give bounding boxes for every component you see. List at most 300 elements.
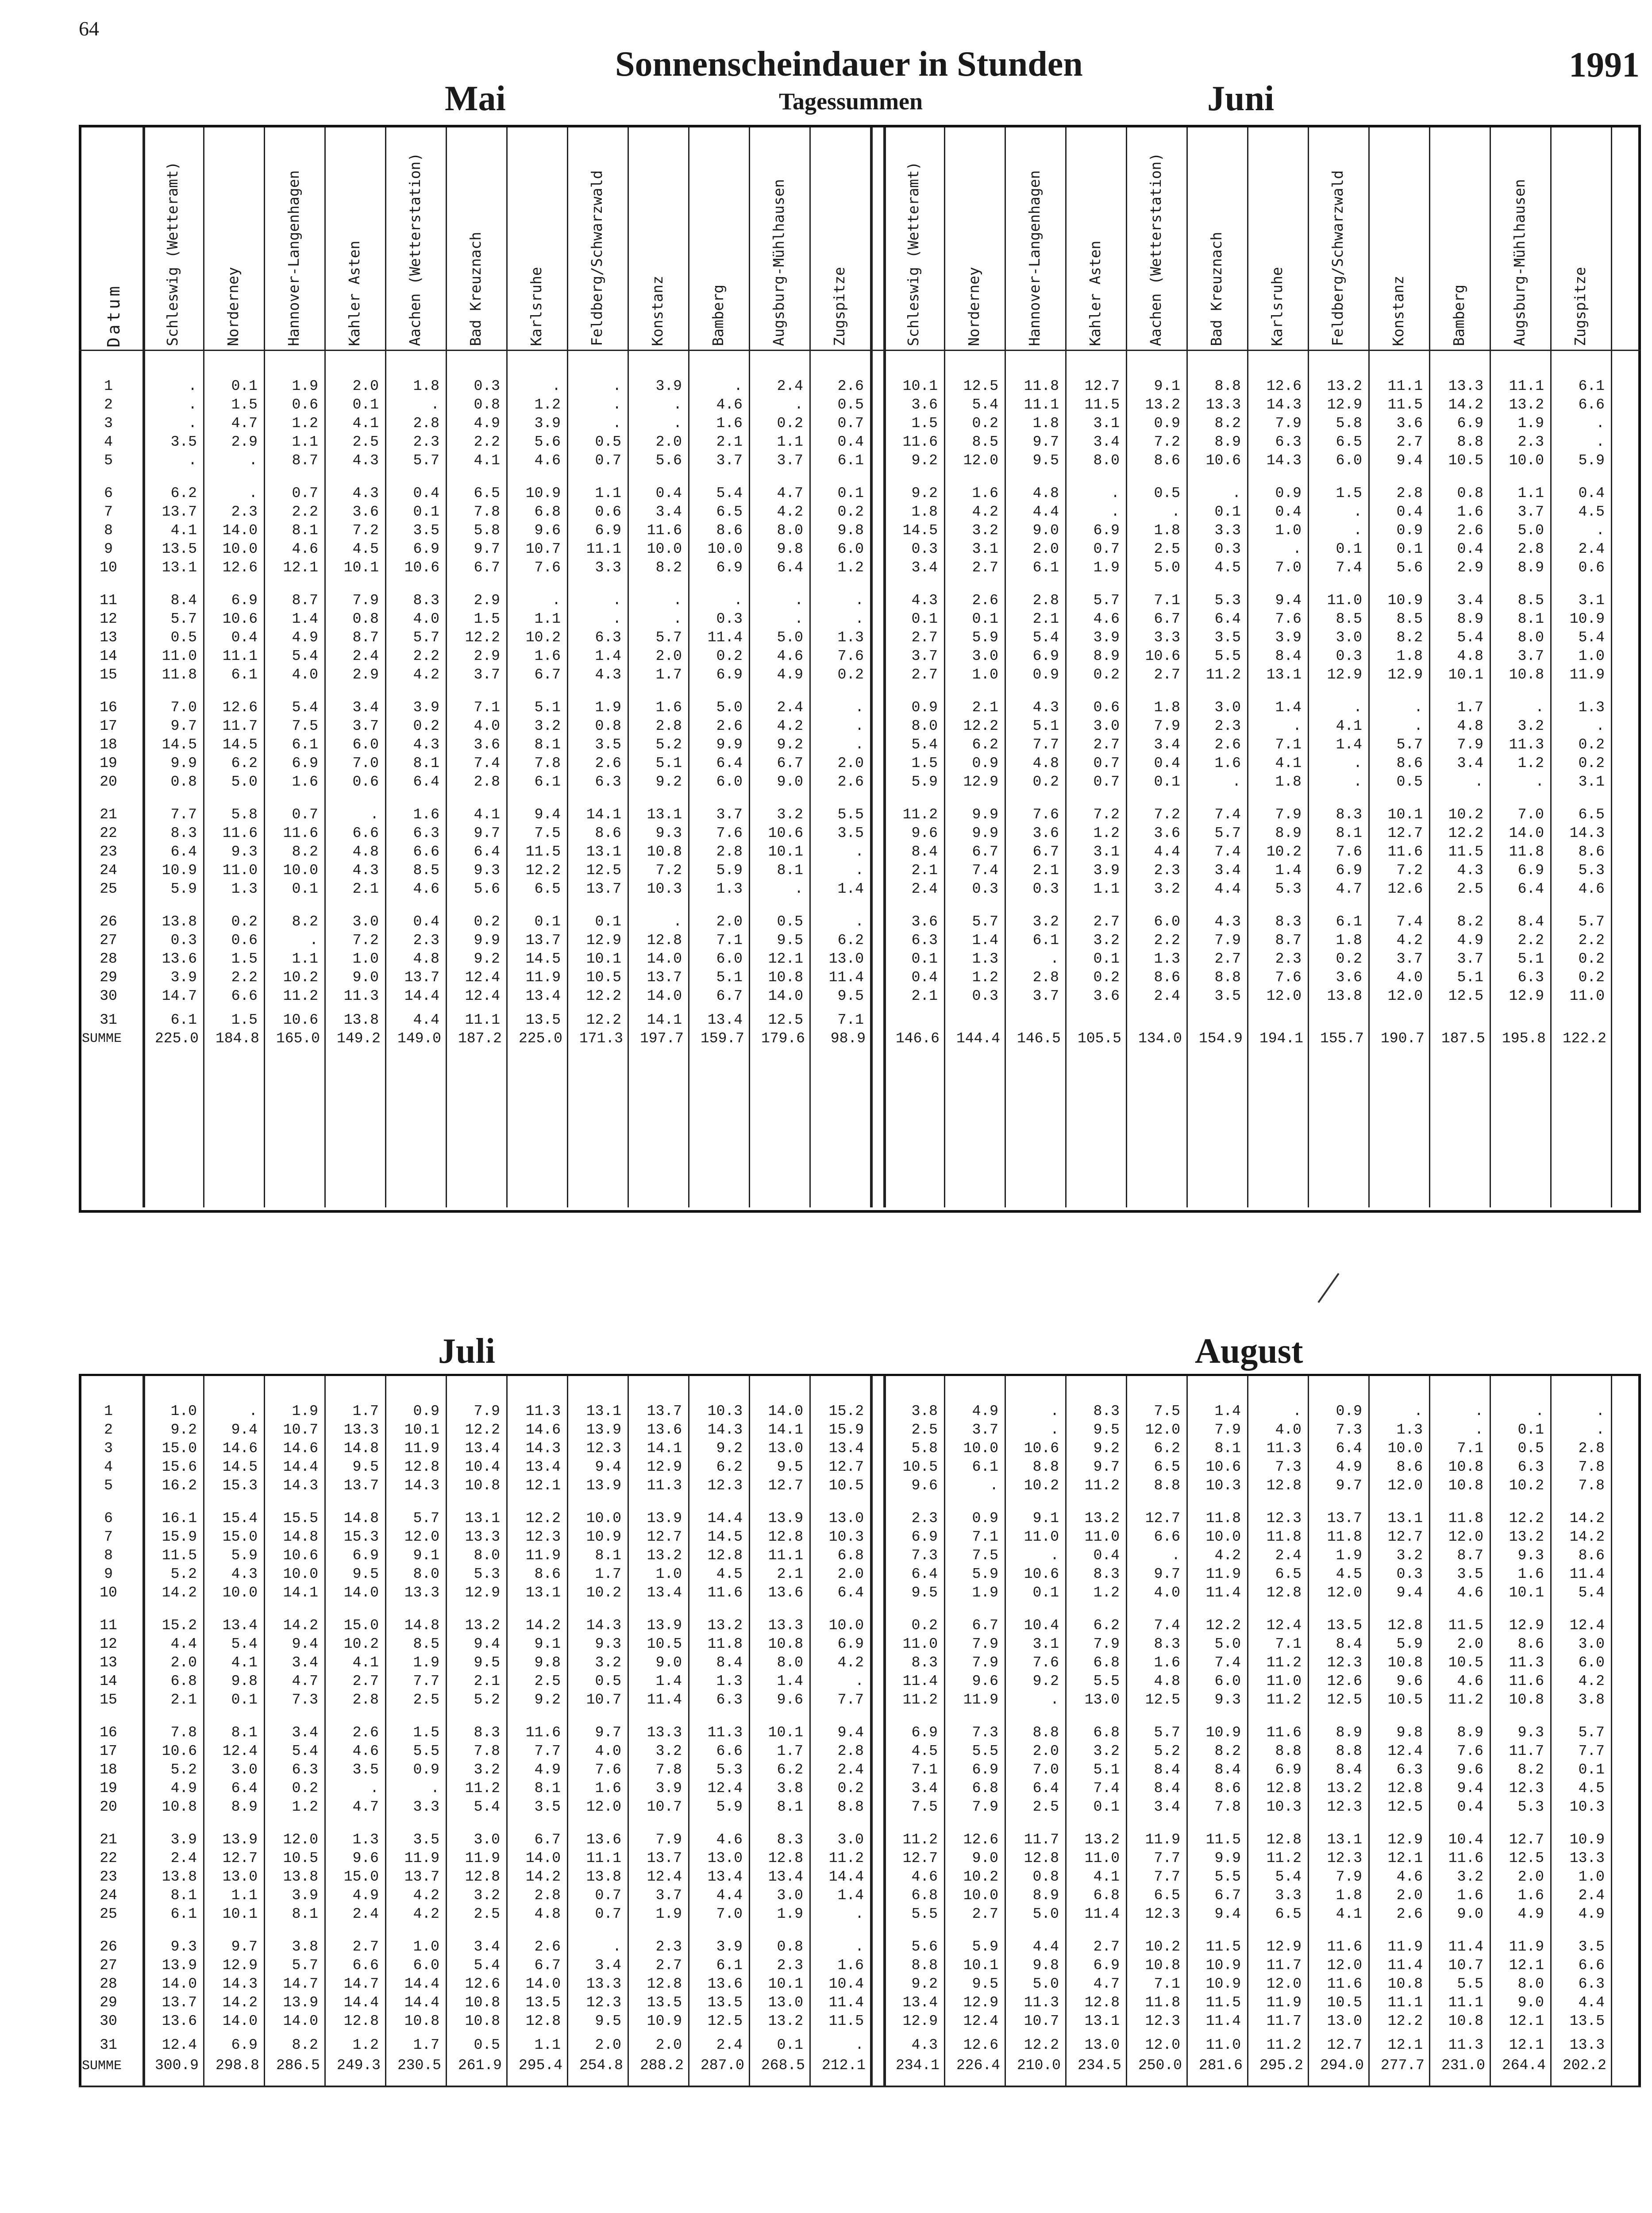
table-cell: 10.9 xyxy=(647,2013,682,2029)
table-cell: 12.9 xyxy=(1327,667,1362,683)
table-cell: 0.4 xyxy=(231,629,258,646)
day-number: 24 xyxy=(100,862,117,879)
table-cell: 14.2 xyxy=(1448,397,1483,413)
table-cell: 2.1 xyxy=(911,988,938,1004)
table-cell: 4.7 xyxy=(352,1799,379,1815)
table-cell: 14.0 xyxy=(525,1850,561,1866)
table-cell: 16.2 xyxy=(162,1477,197,1494)
table-cell: 15.9 xyxy=(162,1529,197,1545)
station-header: Norderney xyxy=(965,267,982,346)
table-cell: 6.1 xyxy=(972,1459,998,1475)
table-cell: 4.2 xyxy=(972,504,998,520)
table-cell: 12.6 xyxy=(1327,1673,1362,1689)
table-cell: 3.2 xyxy=(474,1762,500,1778)
table-cell: 9.7 xyxy=(1093,1459,1120,1475)
station-header: Augsburg-Mühlhausen xyxy=(770,179,787,346)
table-cell: 10.0 xyxy=(283,862,318,879)
table-cell: 8.6 xyxy=(1517,1636,1544,1652)
table-cell: 8.3 xyxy=(777,1831,803,1848)
table-cell: 0.1 xyxy=(231,1692,258,1708)
table-cell: 2.8 xyxy=(534,1887,561,1904)
table-cell: 8.6 xyxy=(1396,1459,1423,1475)
table-cell: 9.2 xyxy=(911,485,938,501)
table-cell: 4.3 xyxy=(352,862,379,879)
day-number: 18 xyxy=(100,736,117,753)
day-number: 31 xyxy=(100,2037,117,2053)
table-cell: 6.3 xyxy=(1517,1459,1544,1475)
table-cell: 9.5 xyxy=(1093,1422,1120,1438)
day-number: 24 xyxy=(100,1887,117,1904)
table-cell: 12.4 xyxy=(1387,1743,1423,1759)
table-cell: 14.7 xyxy=(162,988,197,1004)
table-cell: 11.8 xyxy=(1448,1510,1483,1527)
table-cell: 7.9 xyxy=(1275,806,1302,823)
table-cell: 12.9 xyxy=(1509,1617,1544,1634)
table-cell: . xyxy=(188,452,197,469)
table-cell: 14.6 xyxy=(222,1440,258,1457)
table-sum: 295.2 xyxy=(1259,2057,1303,2074)
table-cell: 7.9 xyxy=(1336,1869,1362,1885)
table-cell: 4.6 xyxy=(716,1831,743,1848)
table-cell: 5.0 xyxy=(1214,1636,1241,1652)
table-cell: 7.1 xyxy=(1275,736,1302,753)
table-cell: 7.6 xyxy=(1275,969,1302,986)
datum-header: Datum xyxy=(104,283,123,347)
table-cell: . xyxy=(1596,1403,1605,1419)
table-cell: 2.7 xyxy=(1093,1939,1120,1955)
table-cell: 8.4 xyxy=(1214,1762,1241,1778)
table-cell: 11.1 xyxy=(1024,397,1059,413)
table-cell: 6.8 xyxy=(1093,1887,1120,1904)
table-cell: 7.9 xyxy=(972,1654,998,1671)
table-cell: 2.8 xyxy=(352,1692,379,1708)
table-cell: 5.3 xyxy=(1275,881,1302,897)
table-cell: 3.6 xyxy=(1093,988,1120,1004)
table-cell: 3.2 xyxy=(655,1743,682,1759)
table-cell: 7.9 xyxy=(1214,1422,1241,1438)
table-cell: 5.6 xyxy=(534,434,561,450)
table-cell: 0.8 xyxy=(474,397,500,413)
table-cell: 1.3 xyxy=(352,1831,379,1848)
table-cell: . xyxy=(1475,1422,1483,1438)
table-cell: 10.5 xyxy=(902,1459,938,1475)
table-cell: 8.1 xyxy=(1214,1440,1241,1457)
table-cell: 9.5 xyxy=(352,1566,379,1582)
table-cell: 11.6 xyxy=(647,522,682,539)
table-cell: 6.6 xyxy=(413,844,439,860)
table-cell: 13.2 xyxy=(1084,1831,1120,1848)
table-cell: 6.4 xyxy=(474,844,500,860)
table-cell: 1.7 xyxy=(777,1743,803,1759)
table-cell: 0.2 xyxy=(837,667,864,683)
table-cell: . xyxy=(855,1673,864,1689)
table-cell: 14.4 xyxy=(283,1459,318,1475)
table-cell: 4.6 xyxy=(292,541,318,557)
table-cell: 3.1 xyxy=(972,541,998,557)
table-cell: 13.7 xyxy=(647,1403,682,1419)
table-cell: 8.8 xyxy=(1457,434,1483,450)
table-cell: 2.4 xyxy=(1154,988,1180,1004)
table-cell: 1.2 xyxy=(1517,755,1544,771)
table-sum: 171.3 xyxy=(579,1030,623,1047)
table-cell: 4.3 xyxy=(911,592,938,609)
table-cell: 12.8 xyxy=(707,1547,743,1564)
table-cell: 13.0 xyxy=(768,1440,803,1457)
table-cell: 1.6 xyxy=(1457,504,1483,520)
day-number: 27 xyxy=(100,1957,117,1974)
table-cell: 11.5 xyxy=(162,1547,197,1564)
table-sum: 212.1 xyxy=(821,2057,866,2074)
table-cell: . xyxy=(431,397,439,413)
table-cell: 11.9 xyxy=(525,1547,561,1564)
table-cell: 7.5 xyxy=(911,1799,938,1815)
table-cell: 12.2 xyxy=(586,1012,621,1028)
table-cell: 9.3 xyxy=(1517,1724,1544,1741)
table-cell: 1.1 xyxy=(595,485,621,501)
table-cell: 12.6 xyxy=(963,1831,998,1848)
table-cell: 12.3 xyxy=(586,1994,621,2011)
table-cell: 10.1 xyxy=(902,378,938,394)
table-cell: 14.5 xyxy=(222,1459,258,1475)
table-cell: 8.5 xyxy=(1396,611,1423,627)
table-cell: 0.2 xyxy=(231,914,258,930)
table-cell: . xyxy=(1475,1403,1483,1419)
day-number: 2 xyxy=(104,397,113,413)
table-cell: 13.1 xyxy=(1084,2013,1120,2029)
table-cell: 9.2 xyxy=(1093,1440,1120,1457)
table-cell: 5.4 xyxy=(1032,629,1059,646)
table-cell: 6.9 xyxy=(716,559,743,576)
table-cell: 6.1 xyxy=(170,1012,197,1028)
table-cell: 8.6 xyxy=(595,825,621,841)
table-cell: 7.0 xyxy=(1517,806,1544,823)
table-cell: . xyxy=(612,397,621,413)
table-cell: 5.7 xyxy=(413,452,439,469)
table-cell: . xyxy=(612,611,621,627)
table-cell: 0.3 xyxy=(911,541,938,557)
table-cell: 2.1 xyxy=(911,862,938,879)
table-cell: 2.7 xyxy=(352,1673,379,1689)
table-cell: 1.2 xyxy=(292,415,318,432)
table-cell: 9.8 xyxy=(1396,1724,1423,1741)
table-cell: 0.7 xyxy=(595,1887,621,1904)
table-cell: 5.0 xyxy=(777,629,803,646)
table-cell: 8.8 xyxy=(1214,969,1241,986)
table-cell: 5.9 xyxy=(231,1547,258,1564)
table-cell: 13.1 xyxy=(1387,1510,1423,1527)
table-cell: 4.1 xyxy=(474,806,500,823)
day-number: 25 xyxy=(100,881,117,897)
table-cell: 5.2 xyxy=(170,1762,197,1778)
table-cell: 3.2 xyxy=(1093,932,1120,948)
table-cell: 0.1 xyxy=(1396,541,1423,557)
table-cell: 2.0 xyxy=(716,914,743,930)
table-cell: 2.7 xyxy=(1093,914,1120,930)
table-cell: 9.7 xyxy=(1032,434,1059,450)
table-cell: . xyxy=(855,862,864,879)
table-cell: 2.4 xyxy=(837,1762,864,1778)
table-cell: 13.5 xyxy=(162,541,197,557)
table-cell: 12.0 xyxy=(283,1831,318,1848)
table-cell: 1.7 xyxy=(595,1566,621,1582)
station-header: Schleswig (Wetteramt) xyxy=(905,161,922,346)
day-number: 31 xyxy=(100,1012,117,1028)
table-cell: 13.9 xyxy=(647,1617,682,1634)
table-cell: 8.0 xyxy=(413,1566,439,1582)
table-cell: 13.1 xyxy=(1266,667,1302,683)
table-cell: 13.7 xyxy=(343,1477,379,1494)
table-cell: 2.6 xyxy=(1396,1906,1423,1922)
table-cell: 3.6 xyxy=(352,504,379,520)
table-cell: 7.4 xyxy=(1093,1780,1120,1797)
table-cell: 2.5 xyxy=(352,434,379,450)
table-cell: 13.4 xyxy=(647,1585,682,1601)
table-cell: 12.9 xyxy=(1266,1939,1302,1955)
table-cell: 10.7 xyxy=(1448,1957,1483,1974)
table-cell: 13.3 xyxy=(465,1529,500,1545)
table-cell: 9.8 xyxy=(837,522,864,539)
table-cell: 10.2 xyxy=(343,1636,379,1652)
table-cell: 10.9 xyxy=(1569,611,1605,627)
table-cell: 7.7 xyxy=(1578,1743,1605,1759)
table-cell: 3.4 xyxy=(1154,736,1180,753)
table-cell: 10.7 xyxy=(586,1692,621,1708)
table-cell: 2.9 xyxy=(231,434,258,450)
table-cell: 8.3 xyxy=(1093,1403,1120,1419)
table-cell: 5.1 xyxy=(1032,718,1059,734)
table-cell: 5.7 xyxy=(1154,1724,1180,1741)
table-cell: 12.8 xyxy=(768,1529,803,1545)
table-cell: 6.9 xyxy=(1093,522,1120,539)
table-cell: 13.3 xyxy=(586,1976,621,1992)
table-cell: 0.3 xyxy=(1214,541,1241,557)
table-cell: 10.0 xyxy=(222,541,258,557)
table-cell: 12.9 xyxy=(963,1994,998,2011)
table-cell: 14.0 xyxy=(343,1585,379,1601)
table-cell: 1.0 xyxy=(1578,648,1605,664)
table-cell: 13.3 xyxy=(768,1617,803,1634)
table-cell: 1.5 xyxy=(231,1012,258,1028)
table-cell: 3.8 xyxy=(292,1939,318,1955)
table-cell: 14.3 xyxy=(222,1976,258,1992)
table-cell: 0.8 xyxy=(1032,1869,1059,1885)
table-cell: 6.8 xyxy=(1093,1724,1120,1741)
table-cell: 1.3 xyxy=(1396,1422,1423,1438)
table-cell: 8.4 xyxy=(911,844,938,860)
table-cell: 9.4 xyxy=(1275,592,1302,609)
table-cell: 4.5 xyxy=(1214,559,1241,576)
table-cell: 12.1 xyxy=(525,1477,561,1494)
table-cell: 2.0 xyxy=(837,1566,864,1582)
table-cell: 7.9 xyxy=(972,1799,998,1815)
table-cell: 12.2 xyxy=(1205,1617,1241,1634)
table-cell: 2.5 xyxy=(534,1673,561,1689)
table-cell: 15.4 xyxy=(222,1510,258,1527)
table-cell: 13.6 xyxy=(162,2013,197,2029)
table-sum: 231.0 xyxy=(1441,2057,1485,2074)
table-cell: 1.1 xyxy=(1093,881,1120,897)
table-cell: 9.8 xyxy=(231,1673,258,1689)
table-cell: 4.8 xyxy=(1032,755,1059,771)
table-cell: 7.9 xyxy=(655,1831,682,1848)
table-cell: 14.4 xyxy=(404,1976,439,1992)
table-cell: 0.3 xyxy=(474,378,500,394)
table-cell: 7.5 xyxy=(972,1547,998,1564)
station-header: Bad Kreuznach xyxy=(1208,231,1225,346)
table-cell: 1.3 xyxy=(1578,699,1605,716)
table-sum: 202.2 xyxy=(1562,2057,1606,2074)
month-august: August xyxy=(1195,1332,1303,1371)
table-cell: 1.2 xyxy=(352,2037,379,2053)
table-cell: 7.0 xyxy=(1032,1762,1059,1778)
day-number: 21 xyxy=(100,1831,117,1848)
table-cell: 9.0 xyxy=(1517,1994,1544,2011)
table-cell: 5.4 xyxy=(1578,629,1605,646)
table-cell: 9.8 xyxy=(1032,1957,1059,1974)
table-cell: . xyxy=(552,378,561,394)
table-cell: 10.0 xyxy=(586,1510,621,1527)
table-cell: 0.7 xyxy=(292,806,318,823)
table-cell: 0.2 xyxy=(1578,755,1605,771)
table-cell: 11.5 xyxy=(1205,1831,1241,1848)
table-cell: 0.9 xyxy=(413,1762,439,1778)
table-cell: 1.2 xyxy=(1093,825,1120,841)
table-cell: 1.3 xyxy=(972,951,998,967)
table-cell: 11.9 xyxy=(963,1692,998,1708)
table-cell: 15.9 xyxy=(828,1422,864,1438)
table-cell: 3.0 xyxy=(1578,1636,1605,1652)
table-cell: 14.4 xyxy=(828,1869,864,1885)
table-cell: 7.3 xyxy=(292,1692,318,1708)
table-cell: 12.8 xyxy=(1266,1585,1302,1601)
table-cell: 10.1 xyxy=(768,1976,803,1992)
day-number: 30 xyxy=(100,2013,117,2029)
table-cell: 13.4 xyxy=(707,1012,743,1028)
table-cell: 0.3 xyxy=(972,881,998,897)
table-cell: 14.0 xyxy=(162,1976,197,1992)
table-cell: 2.8 xyxy=(1396,485,1423,501)
table-cell: 4.4 xyxy=(716,1887,743,1904)
day-number: 6 xyxy=(104,485,113,501)
table-cell: 1.5 xyxy=(911,755,938,771)
table-cell: . xyxy=(1475,774,1483,790)
table-cell: 0.4 xyxy=(413,485,439,501)
table-cell: 7.2 xyxy=(352,932,379,948)
station-header: Karlsruhe xyxy=(1268,267,1286,346)
table-cell: 4.9 xyxy=(534,1762,561,1778)
table-cell: 6.2 xyxy=(170,485,197,501)
table-cell: 3.5 xyxy=(837,825,864,841)
table-cell: 4.6 xyxy=(1457,1585,1483,1601)
table-cell: 13.9 xyxy=(222,1831,258,1848)
table-cell: 10.0 xyxy=(283,1566,318,1582)
table-cell: 9.1 xyxy=(413,1547,439,1564)
table-cell: 5.7 xyxy=(413,1510,439,1527)
table-cell: 5.6 xyxy=(474,881,500,897)
table-cell: 3.4 xyxy=(1214,862,1241,879)
table-cell: 3.6 xyxy=(1032,825,1059,841)
table-cell: 0.3 xyxy=(1032,881,1059,897)
table-cell: 8.9 xyxy=(1336,1724,1362,1741)
table-cell: 4.0 xyxy=(413,611,439,627)
table-cell: 12.3 xyxy=(1145,2013,1180,2029)
table-cell: 9.2 xyxy=(777,736,803,753)
table-cell: 11.0 xyxy=(1569,988,1605,1004)
table-cell: 8.9 xyxy=(231,1799,258,1815)
table-cell: 6.4 xyxy=(1032,1780,1059,1797)
table-cell: 2.1 xyxy=(170,1692,197,1708)
table-cell: 6.7 xyxy=(534,1831,561,1848)
table-cell: 8.1 xyxy=(777,1799,803,1815)
table-cell: 0.1 xyxy=(1154,774,1180,790)
table-cell: 11.9 xyxy=(525,969,561,986)
table-cell: 4.1 xyxy=(231,1654,258,1671)
table-cell: 12.2 xyxy=(465,629,500,646)
day-number: 22 xyxy=(100,1850,117,1866)
table-cell: 12.4 xyxy=(1569,1617,1605,1634)
table-cell: 9.0 xyxy=(1032,522,1059,539)
table-cell: 8.7 xyxy=(352,629,379,646)
table-cell: 4.8 xyxy=(352,844,379,860)
table-cell: 8.0 xyxy=(777,1654,803,1671)
table-cell: 5.5 xyxy=(911,1906,938,1922)
table-cell: 10.1 xyxy=(1387,806,1423,823)
table-cell: 11.4 xyxy=(707,629,743,646)
table-cell: 10.8 xyxy=(768,1636,803,1652)
table-cell: . xyxy=(673,914,682,930)
table-cell: 3.5 xyxy=(352,1762,379,1778)
table-cell: 12.0 xyxy=(404,1529,439,1545)
table-cell: 13.7 xyxy=(647,1850,682,1866)
table-cell: 3.7 xyxy=(352,718,379,734)
table-cell: 13.4 xyxy=(902,1994,938,2011)
table-cell: 12.5 xyxy=(963,378,998,394)
table-cell: 2.3 xyxy=(911,1510,938,1527)
table-cell: 6.7 xyxy=(1214,1887,1241,1904)
table-cell: 9.4 xyxy=(534,806,561,823)
table-cell: 2.8 xyxy=(1032,969,1059,986)
table-cell: 4.2 xyxy=(413,1906,439,1922)
table-cell: 0.6 xyxy=(352,774,379,790)
table-cell: 1.6 xyxy=(292,774,318,790)
table-cell: 14.5 xyxy=(222,736,258,753)
table-sum: 287.0 xyxy=(700,2057,744,2074)
table-cell: 11.1 xyxy=(586,1850,621,1866)
day-number: 12 xyxy=(100,611,117,627)
table-cell: 13.6 xyxy=(768,1585,803,1601)
table-cell: 6.5 xyxy=(1336,434,1362,450)
table-cell: 1.8 xyxy=(1396,648,1423,664)
table-cell: 16.1 xyxy=(162,1510,197,1527)
table-cell: 7.4 xyxy=(1396,914,1423,930)
table-cell: 11.2 xyxy=(465,1780,500,1797)
table-cell: 12.7 xyxy=(902,1850,938,1866)
station-header: Zugspitze xyxy=(1571,267,1589,346)
table-cell: 6.5 xyxy=(474,485,500,501)
table-cell: 7.4 xyxy=(1154,1617,1180,1634)
table-cell: . xyxy=(612,592,621,609)
table-sum: 225.0 xyxy=(154,1030,199,1047)
table-cell: 3.7 xyxy=(972,1422,998,1438)
table-cell: 10.0 xyxy=(828,1617,864,1634)
table-cell: 5.2 xyxy=(1154,1743,1180,1759)
table-cell: 11.8 xyxy=(1327,1529,1362,1545)
table-cell: 12.1 xyxy=(1387,1850,1423,1866)
table-cell: 3.8 xyxy=(1578,1692,1605,1708)
table-cell: 11.3 xyxy=(1509,1654,1544,1671)
table-cell: 1.6 xyxy=(413,806,439,823)
table-cell: 2.1 xyxy=(474,1673,500,1689)
